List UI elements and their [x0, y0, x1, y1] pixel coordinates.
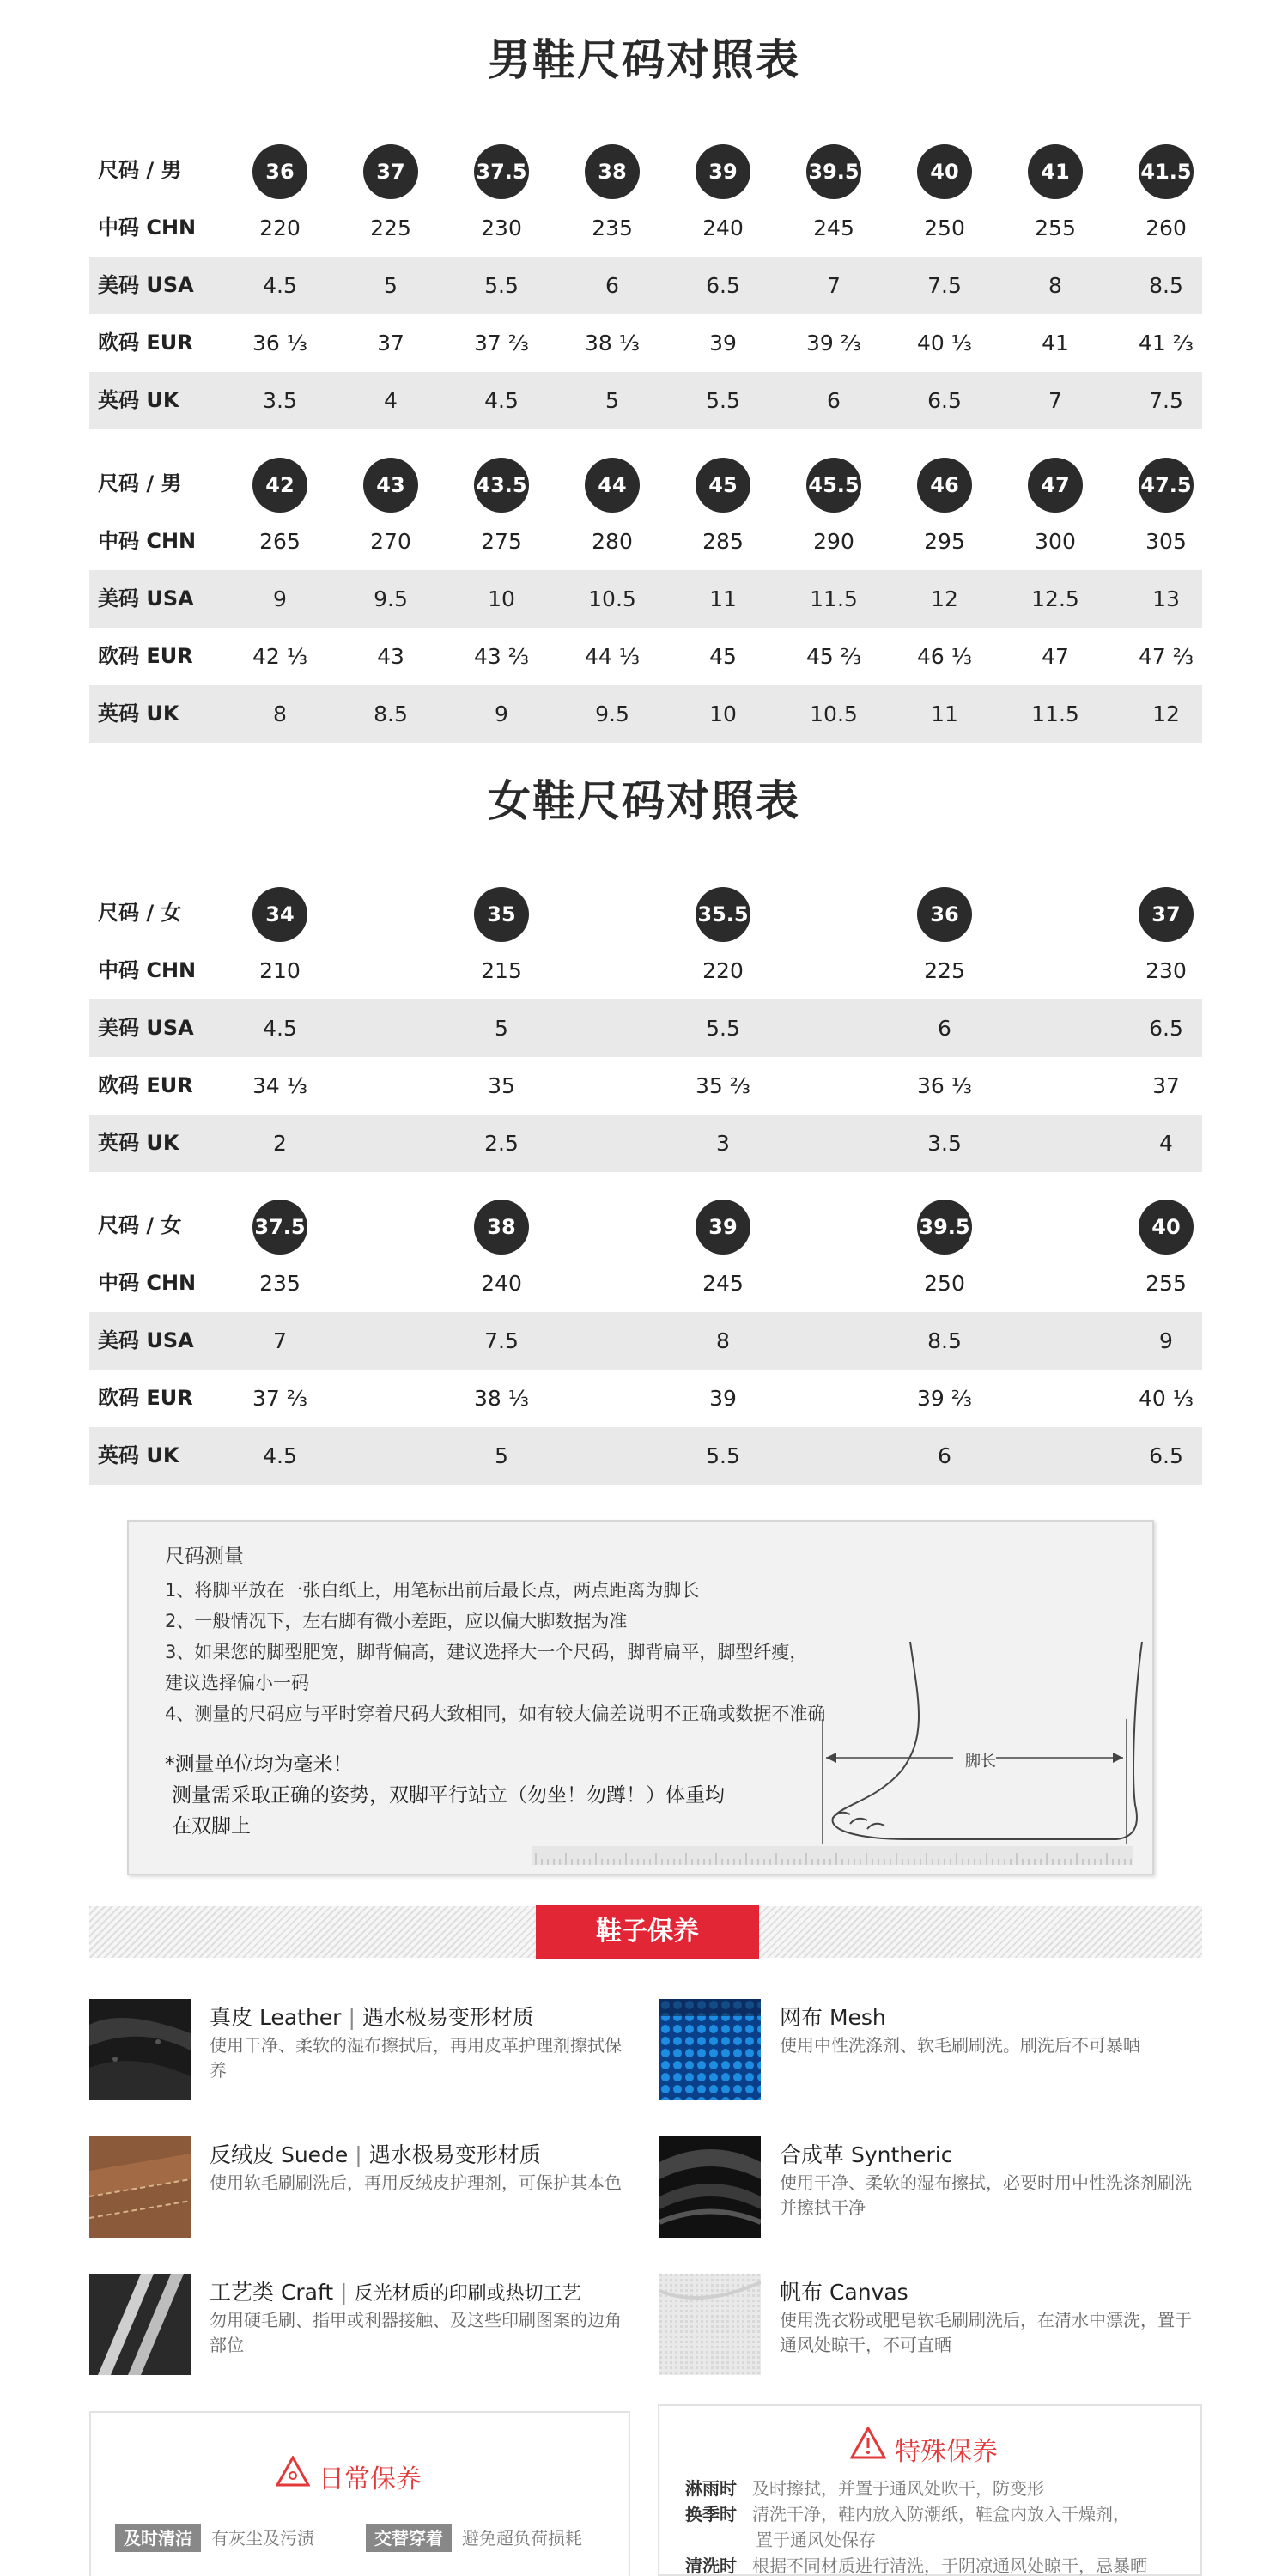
- eur-row: [89, 1057, 1202, 1115]
- size-value: 13: [1152, 586, 1180, 611]
- size-value: 220: [702, 958, 744, 983]
- size-value: 9: [495, 702, 508, 726]
- row-label: 欧码 EUR: [98, 1386, 193, 1410]
- size-value: 255: [1145, 1271, 1187, 1296]
- size-value: 43 ⅔: [474, 644, 529, 669]
- material-name: 网布 Mesh: [780, 2005, 886, 2030]
- size-value: 250: [924, 1271, 965, 1296]
- size-value: 42 ⅓: [252, 644, 307, 669]
- size-badge: 40: [1139, 1200, 1194, 1255]
- size-value: 5: [495, 1016, 508, 1041]
- size-value: 47 ⅔: [1139, 644, 1194, 669]
- size-badge: 44: [585, 458, 640, 513]
- size-badge: 47.5: [1139, 458, 1194, 513]
- size-badge: 39.5: [917, 1200, 972, 1255]
- special-care-row: 淋雨时 及时擦拭，并置于通风处吹干，防变形: [685, 2478, 1044, 2499]
- size-value: 10: [709, 702, 737, 726]
- size-value: 12: [1152, 702, 1180, 726]
- size-value: 9: [273, 586, 287, 611]
- material-name: 反绒皮 Suede | 遇水极易变形材质: [210, 2142, 541, 2167]
- daily-care-tag: 交替穿着: [366, 2524, 452, 2552]
- size-value: 35: [488, 1073, 515, 1098]
- size-value: 260: [1145, 216, 1187, 240]
- row-label: 中码 CHN: [98, 216, 197, 240]
- size-value: 37 ⅔: [252, 1386, 307, 1411]
- size-badge: 38: [474, 1200, 529, 1255]
- size-badge: 37: [363, 144, 418, 199]
- size-value: 34 ⅓: [252, 1073, 307, 1098]
- size-value: 45 ⅔: [806, 644, 861, 669]
- size-badge: 39: [696, 1200, 750, 1255]
- size-value: 280: [592, 529, 633, 554]
- size-value: 7: [1048, 388, 1062, 413]
- daily-care-box: [89, 2411, 630, 2576]
- measurement-step: 1、将脚平放在一张白纸上，用笔标出前后最长点，两点距离为脚长: [165, 1580, 700, 1601]
- row-label: 英码 UK: [98, 1131, 179, 1155]
- size-value: 245: [702, 1271, 744, 1296]
- row-label: 尺码 / 男: [98, 471, 182, 495]
- men-size-table-1: [89, 142, 1202, 429]
- size-value: 235: [592, 216, 633, 240]
- size-badge: 40: [917, 144, 972, 199]
- size-value: 225: [370, 216, 411, 240]
- size-value: 5: [384, 273, 398, 298]
- chn-row: [89, 513, 1202, 570]
- size-value: 6: [605, 273, 619, 298]
- size-value: 4: [384, 388, 398, 413]
- uk-row: [89, 372, 1202, 429]
- size-value: 6.5: [1149, 1016, 1183, 1041]
- size-value: 9.5: [374, 586, 408, 611]
- size-value: 6.5: [1149, 1443, 1183, 1468]
- size-value: 11: [931, 702, 958, 726]
- size-value: 8.5: [1149, 273, 1183, 298]
- size-value: 10: [488, 586, 515, 611]
- chn-row: [89, 199, 1202, 257]
- size-value: 6: [827, 388, 841, 413]
- special-care-box: [658, 2404, 1202, 2576]
- size-badge: 47: [1028, 458, 1083, 513]
- size-value: 11.5: [810, 586, 858, 611]
- size-value: 3.5: [927, 1131, 962, 1156]
- size-value: 245: [813, 216, 854, 240]
- size-value: 8: [716, 1328, 730, 1353]
- daily-care-text: 避免超负荷损耗: [462, 2528, 582, 2549]
- size-value: 37: [377, 331, 404, 355]
- size-value: 5.5: [706, 1016, 740, 1041]
- size-badge: 41: [1028, 144, 1083, 199]
- mesh-texture-icon: [659, 1999, 761, 2100]
- uk-row: [89, 685, 1202, 743]
- size-value: 7.5: [927, 273, 962, 298]
- size-value: 250: [924, 216, 965, 240]
- size-value: 36 ⅓: [252, 331, 307, 355]
- foot-length-label: 脚长: [965, 1753, 996, 1771]
- size-value: 4.5: [484, 388, 519, 413]
- size-value: 225: [924, 958, 965, 983]
- row-label: 美码 USA: [98, 1328, 194, 1352]
- measurement-step: 3、如果您的脚型肥宽，脚背偏高，建议选择大一个尺码，脚背扁平，脚型纤瘦，: [165, 1642, 808, 1662]
- size-value: 11.5: [1031, 702, 1079, 726]
- size-value: 230: [1145, 958, 1187, 983]
- special-care-row: 清洗时 根据不同材质进行清洗，于阴凉通风处晾干，忌暴晒: [685, 2555, 1147, 2576]
- row-label: 英码 UK: [98, 388, 179, 412]
- size-value: 2: [273, 1131, 287, 1156]
- size-value: 39: [709, 1386, 737, 1411]
- warning-icon: [276, 2456, 310, 2487]
- row-label: 美码 USA: [98, 586, 194, 611]
- measurement-posture-note: 在双脚上: [172, 1815, 251, 1838]
- material-synthetic: [659, 2136, 1218, 2248]
- material-leather: [89, 1999, 647, 2111]
- measurement-step: 建议选择偏小一码: [165, 1673, 309, 1693]
- size-value: 10.5: [588, 586, 636, 611]
- size-value: 39 ⅔: [806, 331, 861, 355]
- canvas-texture-icon: [659, 2274, 761, 2375]
- size-value: 240: [702, 216, 744, 240]
- women-size-table-2: [89, 1197, 1202, 1485]
- size-value: 5.5: [706, 1443, 740, 1468]
- size-badge: 37.5: [474, 144, 529, 199]
- size-value: 4.5: [263, 1443, 297, 1468]
- size-value: 11: [709, 586, 737, 611]
- row-label: 英码 UK: [98, 1443, 179, 1467]
- size-badge: 38: [585, 144, 640, 199]
- material-description: 勿用硬毛刷、指甲或利器接触、及这些印刷图案的边角部位: [210, 2310, 622, 2355]
- size-value: 36 ⅓: [917, 1073, 972, 1098]
- usa-row: [89, 570, 1202, 628]
- size-badge: 46: [917, 458, 972, 513]
- row-label: 中码 CHN: [98, 1271, 197, 1295]
- size-value: 5: [605, 388, 619, 413]
- material-mesh: [659, 1999, 1218, 2111]
- size-value: 43: [377, 644, 404, 669]
- size-badge: 42: [252, 458, 307, 513]
- row-label: 美码 USA: [98, 273, 194, 297]
- size-value: 270: [370, 529, 411, 554]
- material-name: 工艺类 Craft | 反光材质的印刷或热切工艺: [210, 2280, 581, 2305]
- size-value: 4.5: [263, 1016, 297, 1041]
- men-size-chart-title: 男鞋尺码对照表: [488, 35, 800, 85]
- size-value: 305: [1145, 529, 1187, 554]
- size-value: 12.5: [1031, 586, 1079, 611]
- size-value: 41 ⅔: [1139, 331, 1194, 355]
- measurement-unit-note: *测量单位均为毫米！: [165, 1753, 353, 1776]
- foot-outline-icon: [807, 1633, 1151, 1848]
- size-badge: 37.5: [252, 1200, 307, 1255]
- material-description: 使用洗衣粉或肥皂软毛刷刷洗后，在清水中漂洗，置于通风处晾干，不可直晒: [780, 2310, 1192, 2355]
- size-badge: 34: [252, 887, 307, 942]
- women-size-table-1: [89, 884, 1202, 1172]
- row-label: 尺码 / 女: [98, 1213, 182, 1237]
- suede-texture-icon: [89, 2136, 191, 2238]
- size-value: 295: [924, 529, 965, 554]
- size-row: [89, 455, 1202, 513]
- ruler-icon: [532, 1846, 1133, 1865]
- size-value: 39 ⅔: [917, 1386, 972, 1411]
- size-row: [89, 1197, 1202, 1255]
- special-care-title: 特殊保养: [895, 2437, 998, 2467]
- size-value: 8.5: [374, 702, 408, 726]
- size-badge: 43: [363, 458, 418, 513]
- size-badge: 45.5: [806, 458, 861, 513]
- size-value: 5.5: [484, 273, 519, 298]
- size-row: [89, 142, 1202, 199]
- size-value: 255: [1035, 216, 1076, 240]
- size-value: 7: [273, 1328, 287, 1353]
- material-name: 帆布 Canvas: [780, 2280, 908, 2305]
- women-size-chart-title: 女鞋尺码对照表: [488, 776, 800, 826]
- measurement-title: 尺码测量: [165, 1546, 244, 1568]
- row-label: 尺码 / 女: [98, 901, 182, 925]
- size-value: 40 ⅓: [917, 331, 972, 355]
- size-value: 8: [1048, 273, 1062, 298]
- eur-row: [89, 1370, 1202, 1427]
- size-value: 12: [931, 586, 958, 611]
- row-label: 英码 UK: [98, 702, 179, 726]
- size-value: 39: [709, 331, 737, 355]
- size-value: 9: [1159, 1328, 1173, 1353]
- row-label: 欧码 EUR: [98, 331, 193, 355]
- material-name: 真皮 Leather | 遇水极易变形材质: [210, 2005, 534, 2030]
- daily-care-tag: 及时清洁: [115, 2524, 201, 2552]
- material-name: 合成革 Syntheric: [780, 2142, 953, 2167]
- material-craft: [89, 2274, 647, 2385]
- measurement-guide: [127, 1520, 1154, 1875]
- size-badge: 43.5: [474, 458, 529, 513]
- daily-care-text: 有灰尘及污渍: [211, 2528, 314, 2549]
- size-badge: 45: [696, 458, 750, 513]
- size-value: 44 ⅓: [585, 644, 640, 669]
- size-value: 300: [1035, 529, 1076, 554]
- row-label: 中码 CHN: [98, 529, 197, 553]
- material-canvas: [659, 2274, 1218, 2385]
- special-care-row: 换季时 清洗干净，鞋内放入防潮纸，鞋盒内放入干燥剂，: [685, 2504, 1130, 2524]
- size-value: 38 ⅓: [585, 331, 640, 355]
- usa-row: [89, 999, 1202, 1057]
- row-label: 中码 CHN: [98, 958, 197, 982]
- size-value: 6.5: [706, 273, 740, 298]
- size-value: 5.5: [706, 388, 740, 413]
- size-value: 10.5: [810, 702, 858, 726]
- size-value: 7.5: [1149, 388, 1183, 413]
- shoe-care-badge: 鞋子保养: [536, 1905, 759, 1959]
- row-label: 美码 USA: [98, 1016, 194, 1040]
- measurement-posture-note: 测量需采取正确的姿势，双脚平行站立（勿坐！勿蹲！）体重均: [172, 1784, 725, 1807]
- measurement-step: 2、一般情况下，左右脚有微小差距，应以偏大脚数据为准: [165, 1611, 628, 1631]
- size-value: 6: [938, 1016, 951, 1041]
- size-value: 37: [1152, 1073, 1180, 1098]
- size-value: 6: [938, 1443, 951, 1468]
- row-label: 尺码 / 男: [98, 158, 182, 182]
- size-row: [89, 884, 1202, 942]
- size-value: 8.5: [927, 1328, 962, 1353]
- usa-row: [89, 1312, 1202, 1370]
- size-value: 35 ⅔: [696, 1073, 750, 1098]
- size-value: 9.5: [595, 702, 629, 726]
- size-value: 240: [481, 1271, 522, 1296]
- size-badge: 35: [474, 887, 529, 942]
- size-value: 7.5: [484, 1328, 519, 1353]
- size-badge: 36: [252, 144, 307, 199]
- uk-row: [89, 1115, 1202, 1172]
- size-value: 7: [827, 273, 841, 298]
- size-badge: 37: [1139, 887, 1194, 942]
- chn-row: [89, 942, 1202, 999]
- synthetic-texture-icon: [659, 2136, 761, 2238]
- size-value: 235: [259, 1271, 301, 1296]
- size-badge: 39: [696, 144, 750, 199]
- size-value: 4.5: [263, 273, 297, 298]
- size-value: 230: [481, 216, 522, 240]
- size-value: 45: [709, 644, 737, 669]
- craft-texture-icon: [89, 2274, 191, 2375]
- size-value: 38 ⅓: [474, 1386, 529, 1411]
- size-badge: 41.5: [1139, 144, 1194, 199]
- chn-row: [89, 1255, 1202, 1312]
- leather-texture-icon: [89, 1999, 191, 2100]
- size-value: 290: [813, 529, 854, 554]
- size-value: 5: [495, 1443, 508, 1468]
- material-suede: [89, 2136, 647, 2248]
- size-value: 40 ⅓: [1139, 1386, 1194, 1411]
- men-size-table-2: [89, 455, 1202, 743]
- eur-row: [89, 628, 1202, 685]
- size-value: 4: [1159, 1131, 1173, 1156]
- row-label: 欧码 EUR: [98, 644, 193, 668]
- size-value: 2.5: [484, 1131, 519, 1156]
- size-value: 6.5: [927, 388, 962, 413]
- size-value: 3: [716, 1131, 730, 1156]
- size-value: 265: [259, 529, 301, 554]
- size-value: 215: [481, 958, 522, 983]
- measurement-step: 4、测量的尺码应与平时穿着尺码大致相同，如有较大偏差说明不正确或数据不准确: [165, 1704, 826, 1724]
- size-value: 210: [259, 958, 301, 983]
- eur-row: [89, 314, 1202, 372]
- size-value: 41: [1042, 331, 1069, 355]
- size-value: 37 ⅔: [474, 331, 529, 355]
- size-badge: 36: [917, 887, 972, 942]
- warning-icon: [850, 2427, 886, 2459]
- size-value: 3.5: [263, 388, 297, 413]
- size-badge: 35.5: [696, 887, 750, 942]
- material-description: 使用中性洗涤剂、软毛刷刷洗。刷洗后不可暴晒: [780, 2035, 1140, 2056]
- daily-care-title: 日常保养: [319, 2464, 422, 2494]
- size-value: 220: [259, 216, 301, 240]
- material-description: 使用干净、柔软的湿布擦拭，必要时用中性洗涤剂刷洗并擦拭干净: [780, 2172, 1192, 2218]
- size-value: 46 ⅓: [917, 644, 972, 669]
- row-label: 欧码 EUR: [98, 1073, 193, 1097]
- size-badge: 39.5: [806, 144, 861, 199]
- uk-row: [89, 1427, 1202, 1485]
- size-value: 285: [702, 529, 744, 554]
- size-value: 47: [1042, 644, 1069, 669]
- usa-row: [89, 257, 1202, 314]
- special-care-row: 置于通风处保存: [756, 2530, 876, 2550]
- material-description: 使用干净、柔软的湿布擦拭后，再用皮革护理剂擦拭保养: [210, 2035, 622, 2081]
- size-value: 8: [273, 702, 287, 726]
- size-value: 275: [481, 529, 522, 554]
- material-description: 使用软毛刷刷洗后，再用反绒皮护理剂，可保护其本色: [210, 2172, 622, 2193]
